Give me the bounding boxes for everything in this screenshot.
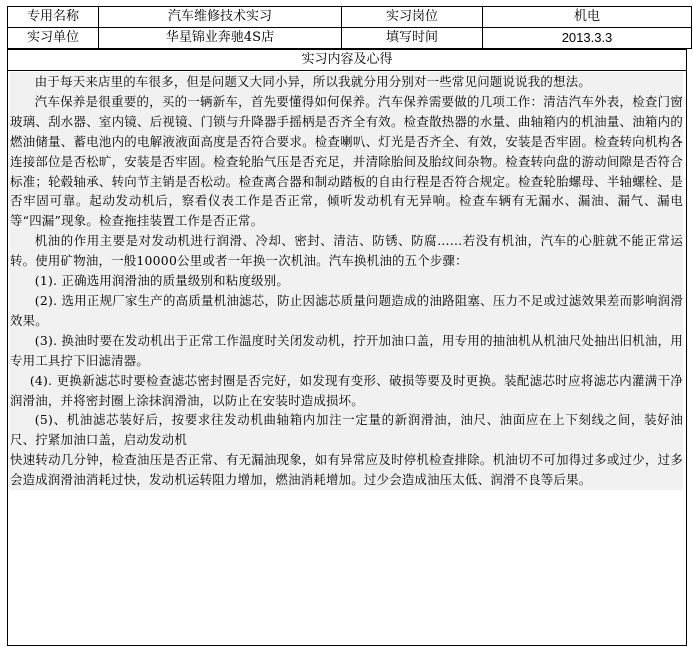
oil-step-2: (2). 选用正规厂家生产的高质量机油滤芯，防止因滤芯质量问题造成的油路阻塞、压力不足或过滤效果差而影响润滑效果。 <box>10 292 683 328</box>
paragraph-maintenance: 汽车保养是很重要的，买的一辆新车，首先要懂得如何保养。汽车保养需要做的几项工作：清洁汽车外表，检查门窗玻璃、刮水器、室内镜、后视镜、门锁与升降器手摇柄是否齐全有效。检查散热器的水量、曲轴箱内的机油量、油箱内的燃油储量、蓄电池内的电解液液面高度是否符合要求。检查喇叭、灯光是否齐全、有效，安装是否牢固。检查转向机构各连接部位是否松旷，安装是否牢固。检查轮胎气压是否充足，并清除胎间及胎纹间杂物。检查转向盘的游动间隙是否符合标准；轮毂轴承、转向节主销是否松动。检查离合器和制动踏板的自由行程是否符合规定。检查轮胎螺母、半轴螺栓、是否牢固可靠。起动发动机后，察看仪表工作是否正常，倾听发动机有无异响。检查车辆有无漏水、漏油、漏气、漏电等“四漏”现象。检查拖挂装置工作是否正常。 <box>10 93 683 229</box>
date-value: 2013.3.3 <box>483 28 692 49</box>
info-row-1 <box>8 7 692 28</box>
oil-step-5: (5)、机油滤芯装好后，按要求往发动机曲轴箱内加注一定量的新润滑油，油尺、油面应在上下刻线之间，装好油尺、拧紧加油口盖，启动发动机 <box>10 412 683 448</box>
oil-step-4: (4). 更换新滤芯时要检查滤芯密封圈是否完好，如发现有变形、破损等要及时更换。装配滤芯时应将滤芯内灌满干净润滑油，并将密封圈上涂抹润滑油，以防止在安装时造成损坏。 <box>10 372 683 408</box>
oil-step-1: (1). 正确选用润滑油的质量级别和粘度级别。 <box>34 273 290 289</box>
major-value: 汽车维修技术实习 <box>99 7 342 28</box>
section-title: 实习内容及心得 <box>7 49 687 71</box>
paragraph-intro: 由于每天来店里的车很多，但是问题又大同小异，所以我就分用分别对一些常见问题说说我的想法。 <box>34 74 591 89</box>
position-value: 机电 <box>483 7 692 28</box>
position-label: 实习岗位 <box>342 7 483 28</box>
oil-step-3: (3). 换油时要在发动机出于正常工作温度时关闭发动机，拧开加油口盖，用专用的抽油机从机油尺处抽出旧机油，用专用工具拧下旧滤清器。 <box>10 332 683 368</box>
major-label: 专用名称 <box>8 7 99 28</box>
company-value: 华星锦业奔驰4S店 <box>99 28 342 49</box>
date-label: 填写时间 <box>342 28 483 49</box>
paragraph-check: 快速转动几分钟，检查油压是否正常、有无漏油现象，如有异常应及时停机检查排除。机油切不可加得过多或过少，过多会造成润滑油消耗过快，发动机运转阻力增加，燃油消耗增加。过少会造成油压太低、润滑不良等后果。 <box>10 452 683 488</box>
content-body <box>10 72 683 490</box>
company-label: 实习单位 <box>8 28 99 49</box>
info-row-2 <box>8 28 692 49</box>
info-table <box>7 6 692 49</box>
paragraph-oil-role: 机油的作用主要是对发动机进行润滑、冷却、密封、清洁、防锈、防腐……若没有机油，汽车的心脏就不能正常运转。使用矿物油，一般10000公里或者一年换一次机油。汽车换机油的五个步骤： <box>10 233 683 269</box>
